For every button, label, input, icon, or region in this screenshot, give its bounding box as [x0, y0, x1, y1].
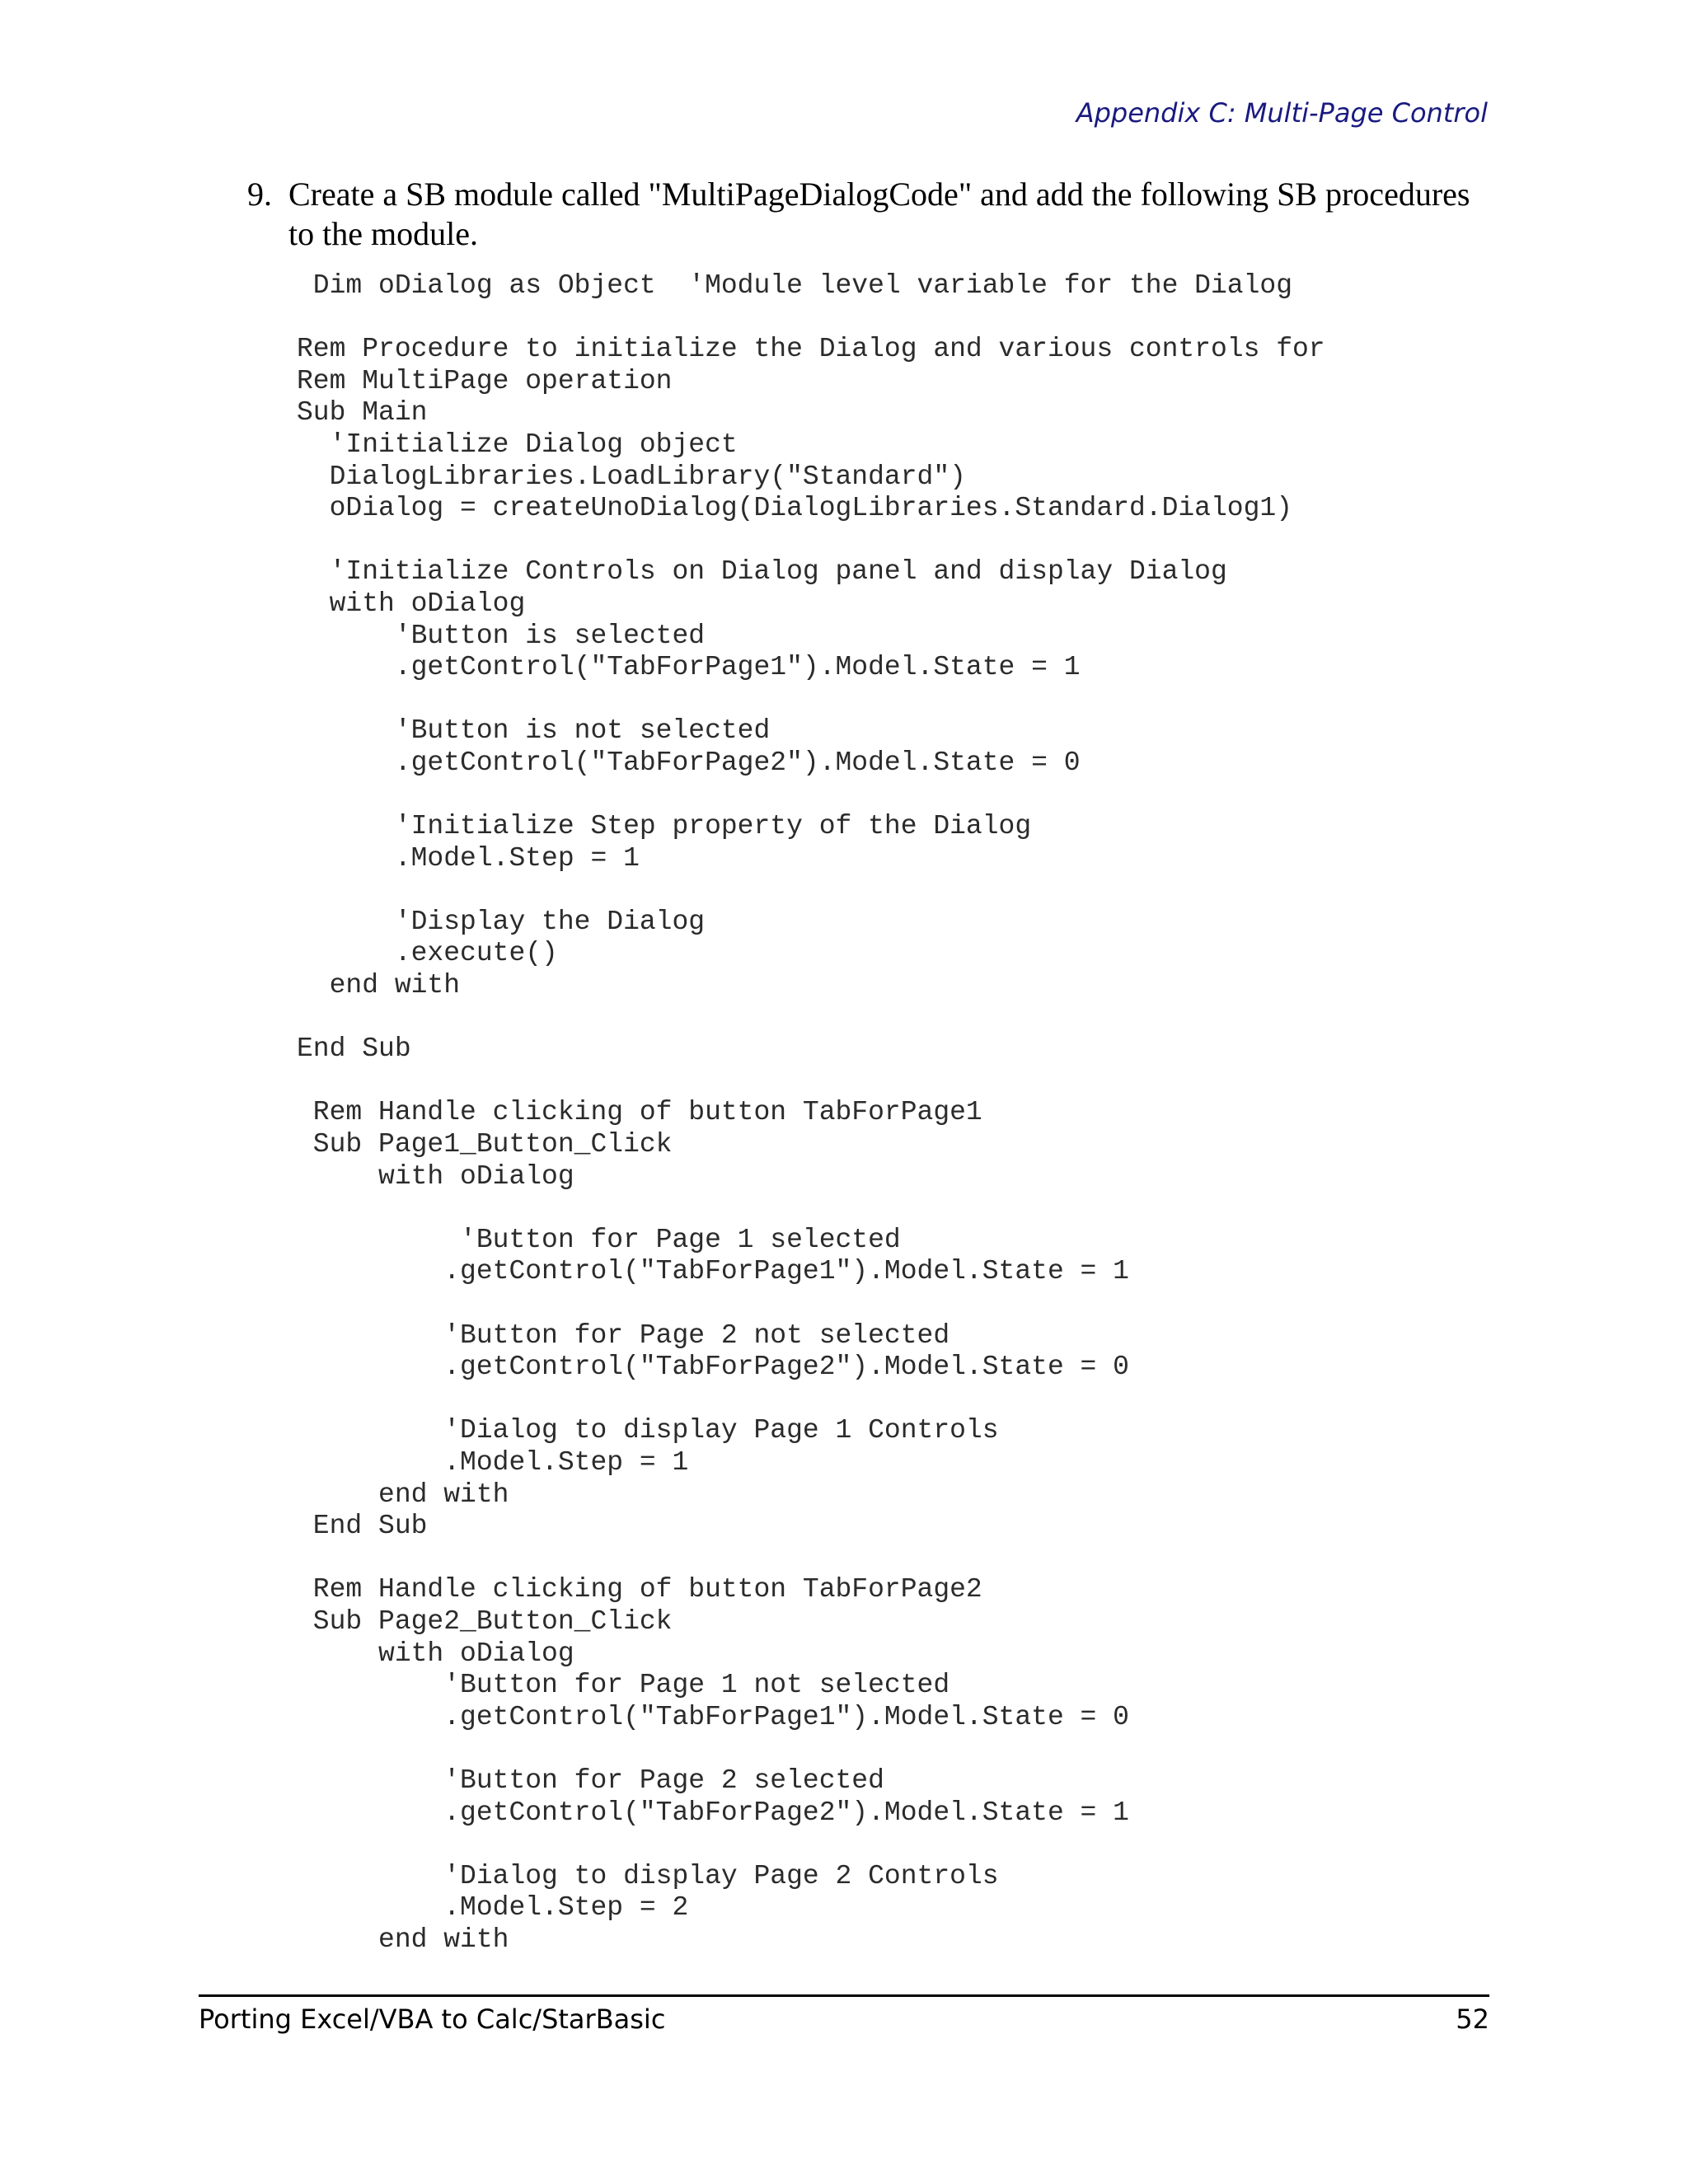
page-number: 52 [1456, 2004, 1489, 2035]
step-instruction [247, 175, 1484, 254]
footer-title: Porting Excel/VBA to Calc/StarBasic [199, 2004, 666, 2035]
code-listing: Dim oDialog as Object 'Module level variable for the Dialog Rem Procedure to initialize the Dialog and various controls for Rem MultiPage operation Sub Main 'Initialize Dialog object DialogLibraries.LoadLibrary("Standard") oDialog = createUnoDialog(DialogLibraries.Standard.Dialog1) 'Initialize Controls on Dialog panel and display Dialog with oDialog 'Button is selected .getControl("TabForPage1").Model.State = 1 'Button is not selected .getControl("TabForPage2").Model.State = 0 'Initialize Step property of the Dialog .Model.Step = 1 'Display the Dialog .execute() end with End Sub Rem Handle clicking of button TabForPage1 Sub Page1_Button_Click with oDialog 'Button for Page 1 selected .getControl("TabForPage1").Model.State = 1 'Button for Page 2 not selected .getControl("TabForPage2").Model.State = 0 'Dialog to display Page 1 Controls .Model.Step = 1 end with End Sub Rem Handle clicking of button TabForPage2 Sub Page2_Button_Click with oDialog 'Button for Page 1 not selected .getControl("TabForPage1").Model.State = 0 'Button for Page 2 selected .getControl("TabForPage2").Model.State = 1 'Dialog to display Page 2 Controls .Model.Step = 2 end with [297, 270, 1325, 1955]
step-text: Create a SB module called "MultiPageDialogCode" and add the following SB procedures to the module. [288, 176, 1470, 252]
footer-divider [199, 1994, 1489, 1997]
running-header: Appendix C: Multi-Page Control [1076, 97, 1488, 129]
step-number: 9. [247, 176, 272, 213]
